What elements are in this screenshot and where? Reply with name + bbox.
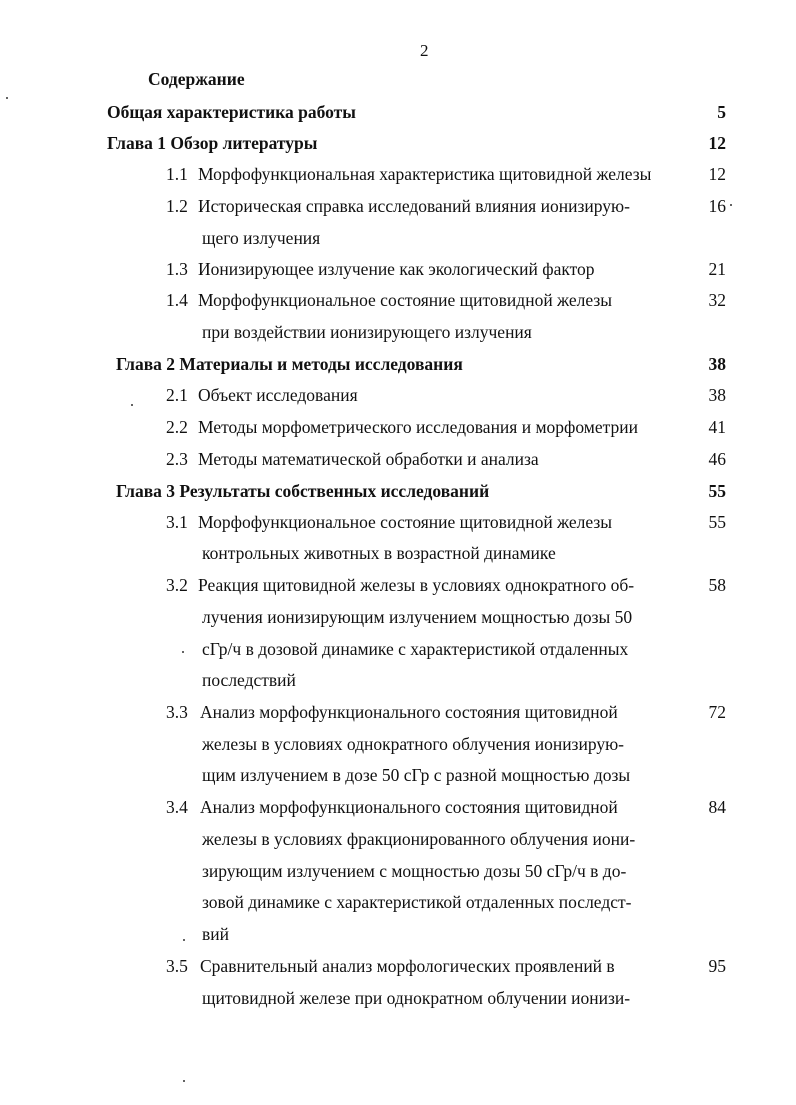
scan-speck bbox=[131, 404, 133, 406]
toc-chapter-3: Глава 3 Результаты собственных исследований 55 bbox=[0, 476, 796, 506]
toc-continuation: лучения ионизирующим излучением мощностью дозы 50 bbox=[202, 607, 633, 627]
toc-section-1-2: 1.2 Историческая справка исследований влияния ионизирую- 16 bbox=[0, 191, 796, 221]
toc-continuation: зовой динамике с характеристикой отдаленных последст- bbox=[202, 892, 632, 912]
toc-section-3-1: 3.1 Морфофункциональное состояние щитовидной железы 55 bbox=[0, 507, 796, 537]
scan-speck bbox=[183, 1080, 185, 1082]
toc-section-1-4: 1.4 Морфофункциональное состояние щитовидной железы 32 bbox=[0, 285, 796, 315]
toc-continuation: щитовидной железе при однократном облучении ионизи- bbox=[202, 988, 631, 1008]
toc-heading: Содержание bbox=[148, 69, 245, 89]
toc-page-number: 12 bbox=[708, 164, 726, 184]
toc-page-number: 46 bbox=[708, 449, 726, 469]
scan-speck bbox=[182, 651, 184, 653]
toc-continuation: контрольных животных в возрастной динамике bbox=[202, 543, 556, 563]
toc-page-number: 41 bbox=[708, 417, 726, 437]
toc-section-3-4: 3.4 Анализ морфофункционального состояния щитовидной 84 bbox=[0, 792, 796, 822]
scan-speck bbox=[730, 204, 732, 206]
toc-chapter-2: Глава 2 Материалы и методы исследования 38 bbox=[0, 349, 796, 379]
toc-page-number: 38 bbox=[708, 385, 726, 405]
toc-section-2-1: 2.1 Объект исследования 38 bbox=[0, 380, 796, 410]
toc-section-3-3: 3.3 Анализ морфофункционального состояния щитовидной 72 bbox=[0, 697, 796, 727]
toc-section-1-1: 1.1 Морфофункциональная характеристика щитовидной железы 12 bbox=[0, 159, 796, 189]
toc-continuation: зирующим излучением с мощностью дозы 50 сГр/ч в до- bbox=[202, 861, 627, 881]
toc-section-3-2: 3.2 Реакция щитовидной железы в условиях однократного об- 58 bbox=[0, 570, 796, 600]
toc-page-number: 16 bbox=[708, 196, 726, 216]
toc-section-2-2: 2.2 Методы морфометрического исследования и морфометрии 41 bbox=[0, 412, 796, 442]
toc-chapter-1: Глава 1 Обзор литературы 12 bbox=[0, 128, 796, 158]
toc-page-number: 72 bbox=[708, 702, 726, 722]
scan-speck bbox=[183, 939, 185, 941]
toc-page-number: 95 bbox=[708, 956, 726, 976]
toc-page-number: 38 bbox=[708, 354, 726, 374]
toc-line-general: Общая характеристика работы 5 bbox=[0, 97, 796, 127]
toc-section-3-5: 3.5 Сравнительный анализ морфологических проявлений в 95 bbox=[0, 951, 796, 981]
toc-page-number: 55 bbox=[708, 512, 726, 532]
toc-page-number: 21 bbox=[708, 259, 726, 279]
toc-page-number: 32 bbox=[708, 290, 726, 310]
toc-page-number: 58 bbox=[708, 575, 726, 595]
toc-page-number: 5 bbox=[717, 102, 726, 122]
toc-continuation: последствий bbox=[202, 670, 296, 690]
toc-continuation: железы в условиях фракционированного облучения иони- bbox=[202, 829, 636, 849]
toc-section-2-3: 2.3 Методы математической обработки и анализа 46 bbox=[0, 444, 796, 474]
toc-continuation: при воздействии ионизирующего излучения bbox=[202, 322, 532, 342]
toc-continuation: щим излучением в дозе 50 сГр с разной мощностью дозы bbox=[202, 765, 631, 785]
toc-continuation: вий bbox=[202, 924, 229, 944]
toc-continuation: щего излучения bbox=[202, 228, 321, 248]
toc-page-number: 55 bbox=[708, 481, 726, 501]
toc-continuation: сГр/ч в дозовой динамике с характеристикой отдаленных bbox=[202, 639, 629, 659]
page-number: 2 bbox=[420, 41, 429, 60]
toc-page-number: 12 bbox=[708, 133, 726, 153]
toc-page-number: 84 bbox=[708, 797, 726, 817]
toc-continuation: железы в условиях однократного облучения ионизирую- bbox=[202, 734, 625, 754]
scan-speck bbox=[6, 97, 8, 99]
toc-section-1-3: 1.3 Ионизирующее излучение как экологический фактор 21 bbox=[0, 254, 796, 284]
